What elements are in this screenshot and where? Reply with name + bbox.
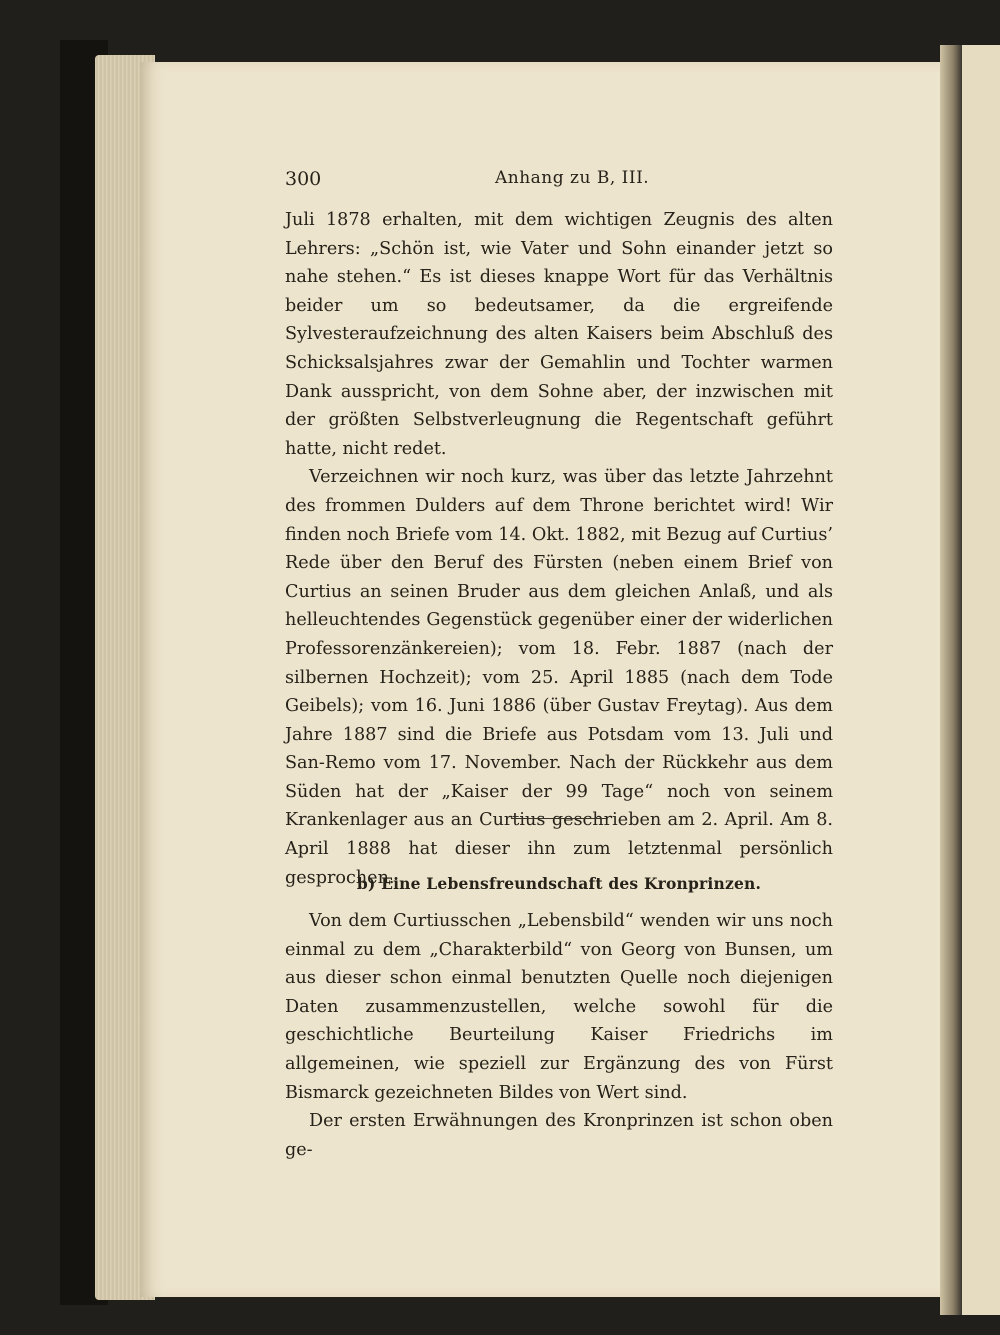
running-head	[285, 168, 833, 194]
paragraph: Juli 1878 erhalten, mit dem wichtigen Zeugnis des alten Lehrers: „Schön ist, wie Vater und Sohn einander jetzt so nahe stehen.“ Es ist dieses knappe Wort für das Verhältnis beider um so bedeutsamer, da die ergreifende Sylvesteraufzeichnung des alten Kaisers beim Abschluß des Schicksalsjahres zwar der Gemahlin und Tochter warmen Dank ausspricht, von dem Sohne aber, der inzwischen mit der größten Selbstverleugnung die Regentschaft geführt hatte, nicht redet.	[285, 210, 833, 459]
section-separator	[511, 818, 606, 819]
page-number: 300	[285, 168, 322, 190]
section-heading: b) Eine Lebensfreundschaft des Kronprinzen.	[356, 874, 762, 893]
paragraph: Verzeichnen wir noch kurz, was über das letzte Jahrzehnt des frommen Dulders auf dem Throne berichtet wird! Wir finden noch Briefe vom 14. Okt. 1882, mit Bezug auf Curtius’ Rede über den Beruf des Fürsten (neben einem Brief von Curtius an seinen Bruder aus dem gleichen Anlaß, und als helleuchtendes Gegenstück gegenüber einer der widerlichen Professorenzänkereien); vom 18. Febr. 1887 (nach der silbernen Hochzeit); vom 25. April 1885 (nach dem Tode Geibels); vom 16. Juni 1886 (über Gustav Freytag). Aus dem Jahre 1887 sind die Briefe aus Potsdam vom 13. Juli und San-Remo vom 17. November. Nach der Rückkehr aus dem Süden hat der „Kaiser der 99 Tage“ noch von seinem Krankenlager aus an Curtius geschrieben am 2. April. Am 8. April 1888 hat dieser ihn zum letztenmal persönlich gesprochen.	[285, 467, 833, 888]
running-head-title: Anhang zu B, III.	[495, 168, 650, 188]
facing-page-edge	[962, 45, 1000, 1315]
paragraph: Von dem Curtiusschen „Lebensbild“ wenden wir uns noch einmal zu dem „Charakterbild“ von Georg von Bunsen, um aus dieser schon einmal benutzten Quelle noch diejenigen Daten zusammenzustellen, welche sowohl für die geschichtliche Beurteilung Kaiser Friedrichs im allgemeinen, wie speziell zur Ergänzung des von Fürst Bismarck gezeichneten Bildes von Wert sind.	[285, 911, 833, 1103]
book-gutter	[940, 45, 962, 1315]
paragraph: Der ersten Erwähnungen des Kronprinzen ist schon oben ge-	[285, 1111, 833, 1160]
section-text	[285, 907, 833, 1164]
main-text	[285, 206, 833, 892]
